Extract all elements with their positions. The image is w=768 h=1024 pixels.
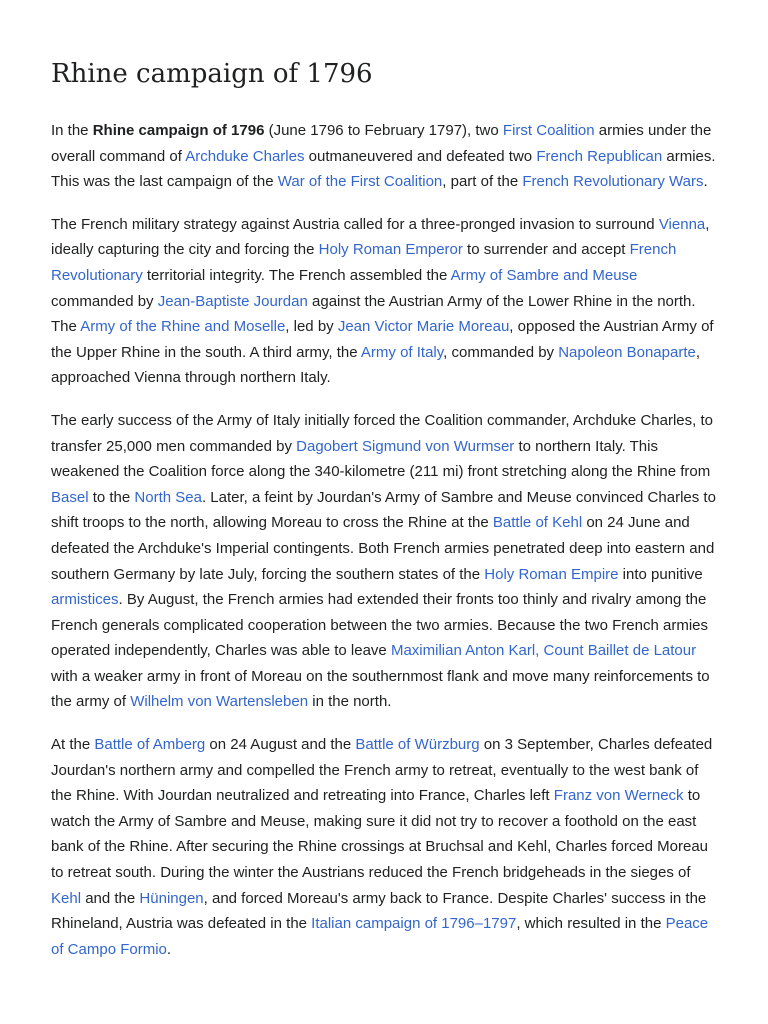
- paragraph-text: in the north.: [308, 693, 392, 711]
- paragraph-text: territorial integrity. The French assembled the: [142, 266, 451, 284]
- link-french-republican[interactable]: French Republican: [536, 147, 663, 165]
- paragraph-text: At the: [51, 736, 95, 754]
- paragraph-text: to northern Italy. This weakened the Coalition force along the 340-kilometre (211 mi) front stretching along the Rhine from: [51, 437, 711, 481]
- link-north-sea[interactable]: North Sea: [134, 488, 202, 506]
- link-italian-campaign-of-1796-1797[interactable]: Italian campaign of 1796–1797: [311, 915, 517, 933]
- link-armistices[interactable]: armistices: [51, 591, 119, 609]
- article-paragraph-4: [51, 732, 723, 962]
- link-french-revolutionary[interactable]: French Revolutionary: [51, 241, 677, 284]
- link-battle-of-amberg[interactable]: Battle of Amberg: [94, 736, 206, 754]
- article-paragraph-2: [51, 212, 723, 391]
- link-first-coalition[interactable]: First Coalition: [502, 122, 595, 139]
- paragraph-text: commanded by: [51, 292, 158, 310]
- link-battle-of-kehl[interactable]: Battle of Kehl: [492, 514, 583, 532]
- link-peace-of-campo-formio[interactable]: Peace of Campo Formio: [51, 915, 709, 958]
- paragraph-text: , commanded by: [443, 343, 559, 361]
- link-huningen[interactable]: Hüningen: [139, 889, 204, 907]
- paragraph-text: on 3 September, Charles defeated Jourdan's northern army and compelled the French army to retreat, eventually to the west bank of the Rhine. With Jourdan neutralized and retreating into France, Charles left: [51, 736, 713, 805]
- paragraph-text: (June 1796 to February 1797), two: [264, 122, 503, 139]
- link-army-of-sambre-and-meuse[interactable]: Army of Sambre and Meuse: [450, 266, 638, 284]
- article-paragraph-1: [51, 118, 723, 195]
- paragraph-text: , and forced Moreau's army back to France. Despite Charles' success in the Rhineland, Austria was defeated in the: [51, 889, 707, 933]
- article-paragraph-3: [51, 408, 723, 715]
- paragraph-text: , led by: [285, 318, 338, 336]
- link-war-of-the-first-coalition[interactable]: War of the First Coalition: [277, 173, 443, 191]
- article: [51, 0, 723, 962]
- link-french-revolutionary-wars[interactable]: French Revolutionary Wars: [522, 173, 704, 191]
- paragraph-text: . By August, the French armies had extended their fronts too thinly and rivalry among the French generals complicated cooperation between the two armies. Because the two French armies operated independently, Charles was able to leave: [51, 591, 709, 660]
- paragraph-text: against the Austrian Army of the Lower Rhine in the north. The: [51, 292, 696, 336]
- link-jean-victor-marie-moreau[interactable]: Jean Victor Marie Moreau: [337, 318, 510, 336]
- paragraph-text: outmaneuvered and defeated two: [304, 147, 537, 165]
- paragraph-text: In the: [51, 122, 93, 139]
- link-jean-baptiste-jourdan[interactable]: Jean-Baptiste Jourdan: [157, 292, 308, 310]
- link-battle-of-wurzburg[interactable]: Battle of Würzburg: [355, 736, 480, 754]
- paragraph-text: , approached Vienna through northern Italy.: [51, 343, 700, 387]
- link-maximilian-anton-karl[interactable]: Maximilian Anton Karl, Count Baillet de Latour: [390, 642, 697, 660]
- paragraph-text: to the: [88, 488, 135, 506]
- page-title: Rhine campaign of 1796: [51, 59, 373, 89]
- paragraph-text: to surrender and accept: [462, 241, 630, 259]
- link-napoleon-bonaparte[interactable]: Napoleon Bonaparte: [558, 343, 696, 361]
- paragraph-text: to watch the Army of Sambre and Meuse, making sure it did not try to recover a foothold on the east bank of the Rhine. After securing the Rhine crossings at Bruchsal and Kehl, Charles forced Moreau to retreat south. During the winter the Austrians reduced the French bridgeheads in the sieges of: [51, 787, 709, 882]
- paragraph-text: .: [703, 173, 708, 191]
- link-army-of-the-rhine-and-moselle[interactable]: Army of the Rhine and Moselle: [80, 318, 286, 336]
- paragraph-text: into punitive: [618, 565, 703, 583]
- bold-article-subject: Rhine campaign of 1796: [92, 122, 265, 139]
- paragraph-text: , ideally capturing the city and forcing the: [51, 215, 710, 259]
- paragraph-text: on 24 August and the: [205, 736, 356, 754]
- paragraph-text: and the: [81, 889, 140, 907]
- link-army-of-italy[interactable]: Army of Italy: [360, 343, 444, 361]
- link-holy-roman-emperor[interactable]: Holy Roman Emperor: [318, 241, 463, 259]
- paragraph-text: armies under the overall command of: [51, 122, 712, 165]
- paragraph-text: with a weaker army in front of Moreau on the southernmost flank and move many reinforcements to the army of: [51, 667, 710, 711]
- link-dagobert-sigmund-von-wurmser[interactable]: Dagobert Sigmund von Wurmser: [296, 437, 515, 455]
- link-holy-roman-empire[interactable]: Holy Roman Empire: [484, 565, 619, 583]
- link-kehl[interactable]: Kehl: [51, 889, 82, 907]
- paragraph-text: The French military strategy against Austria called for a three-pronged invasion to surround: [51, 215, 659, 233]
- paragraph-text: on 24 June and defeated the Archduke's Imperial contingents. Both French armies penetrated deep into eastern and southern Germany by late July, forcing the southern states of the: [51, 514, 715, 583]
- paragraph-text: armies. This was the last campaign of the: [51, 147, 716, 191]
- paragraph-text: , opposed the Austrian Army of the Upper Rhine in the south. A third army, the: [51, 318, 714, 361]
- paragraph-text: , which resulted in the: [516, 915, 666, 933]
- paragraph-text: The early success of the Army of Italy initially forced the Coalition commander, Archduke Charles, to transfer 25,000 men commanded by: [51, 411, 713, 455]
- paragraph-text: . Later, a feint by Jourdan's Army of Sambre and Meuse convinced Charles to shift troops to the north, allowing Moreau to cross the Rhine at the: [51, 488, 716, 532]
- link-vienna[interactable]: Vienna: [658, 215, 706, 233]
- paragraph-text: , part of the: [442, 173, 523, 191]
- paragraph-text: .: [166, 940, 172, 958]
- link-basel[interactable]: Basel: [51, 488, 89, 506]
- link-franz-von-werneck[interactable]: Franz von Werneck: [553, 787, 684, 805]
- link-archduke-charles[interactable]: Archduke Charles: [185, 147, 305, 165]
- link-wilhelm-von-wartensleben[interactable]: Wilhelm von Wartensleben: [130, 693, 309, 711]
